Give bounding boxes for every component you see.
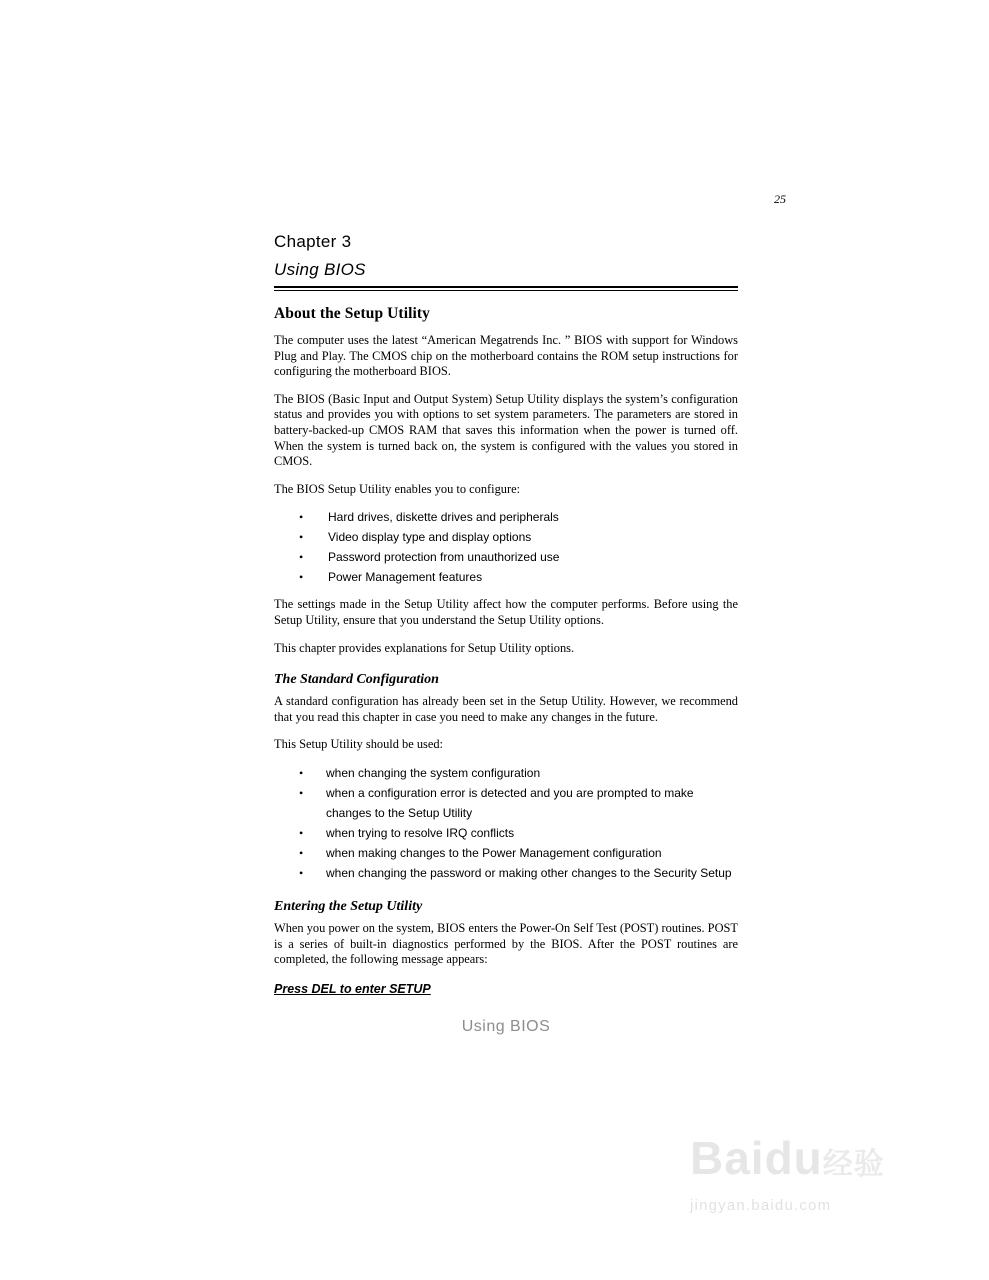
list-item bbox=[274, 863, 738, 883]
list-item bbox=[274, 507, 738, 527]
list-item-label: Hard drives, diskette drives and peripherals bbox=[328, 510, 559, 525]
list-item bbox=[274, 527, 738, 547]
list-item-label: when trying to resolve IRQ conflicts bbox=[326, 825, 515, 840]
list-item bbox=[274, 843, 738, 863]
header-divider bbox=[274, 286, 738, 291]
list-item-label: when making changes to the Power Management configuration bbox=[326, 845, 662, 860]
list-item-label: Video display type and display options bbox=[328, 530, 532, 545]
watermark-cn: 经验 bbox=[822, 1148, 885, 1181]
entering-paragraph-1: When you power on the system, BIOS enters the Power-On Self Test (POST) routines. POST is a series of built-in diagnostics performed by the BIOS. After the POST routines are completed, the following message appears: bbox=[274, 920, 738, 967]
list-item-label: Password protection from unauthorized use bbox=[328, 550, 560, 565]
about-paragraph-2: The BIOS (Basic Input and Output System) Setup Utility displays the system’s configuration status and provides you with options to set system parameters. The parameters are stored in battery-backed-up CMOS RAM that saves this information when the power is turned off. When the system is turned back on, the system is configured with the values you stored in CMOS. bbox=[274, 391, 738, 469]
about-bullet-list bbox=[274, 507, 738, 587]
chapter-title: Using BIOS bbox=[274, 260, 366, 279]
watermark-url: jingyan.baidu.com bbox=[690, 1197, 832, 1214]
list-item bbox=[274, 783, 738, 823]
about-paragraph-5: This chapter provides explanations for Setup Utility options. bbox=[274, 640, 575, 655]
page-footer: Using BIOS bbox=[461, 1017, 551, 1035]
standard-configuration-bullet-list bbox=[274, 763, 738, 883]
bullet-icon: • bbox=[299, 785, 304, 800]
list-item-label: when changing the system configuration bbox=[326, 765, 541, 780]
list-item bbox=[274, 823, 738, 843]
list-item-label: when a configuration error is detected and you are prompted to make changes to the Setup Utility bbox=[326, 785, 694, 820]
bullet-icon: • bbox=[299, 530, 304, 545]
section-heading-entering-setup-utility: Entering the Setup Utility bbox=[274, 898, 423, 914]
list-item bbox=[274, 567, 738, 587]
section-heading-about: About the Setup Utility bbox=[274, 305, 431, 322]
list-item bbox=[274, 763, 738, 783]
page-number: 25 bbox=[774, 192, 786, 206]
bullet-icon: • bbox=[299, 765, 304, 780]
about-paragraph-4: The settings made in the Setup Utility affect how the computer performs. Before using the Setup Utility, ensure that you understand the Setup Utility options. bbox=[274, 597, 738, 627]
standard-configuration-paragraph-1: A standard configuration has already been set in the Setup Utility. However, we recommend that you read this chapter in case you need to make any changes in the future. bbox=[274, 694, 738, 724]
list-item-label: when changing the password or making other changes to the Security Setup bbox=[326, 865, 732, 880]
chapter-label: Chapter 3 bbox=[274, 232, 352, 251]
bullet-icon: • bbox=[299, 845, 304, 860]
press-del-message: Press DEL to enter SETUP bbox=[274, 981, 431, 996]
list-item bbox=[274, 547, 738, 567]
about-paragraph-3: The BIOS Setup Utility enables you to configure: bbox=[274, 481, 521, 496]
section-heading-standard-configuration: The Standard Configuration bbox=[274, 672, 439, 688]
bullet-icon: • bbox=[299, 570, 304, 585]
bullet-icon: • bbox=[299, 865, 304, 880]
bullet-icon: • bbox=[299, 550, 304, 565]
watermark bbox=[690, 1130, 940, 1240]
bullet-icon: • bbox=[299, 825, 304, 840]
about-paragraph-1: The computer uses the latest “American Megatrends Inc. ” BIOS with support for Windows Plug and Play. The CMOS chip on the motherboard contains the ROM setup instructions for configuring the motherboard BIOS. bbox=[274, 333, 738, 379]
page-content bbox=[274, 232, 738, 1036]
standard-configuration-paragraph-2: This Setup Utility should be used: bbox=[274, 737, 443, 752]
list-item-label: Power Management features bbox=[328, 570, 483, 585]
watermark-main: Baidu经验 bbox=[690, 1132, 885, 1184]
bullet-icon: • bbox=[299, 510, 304, 525]
